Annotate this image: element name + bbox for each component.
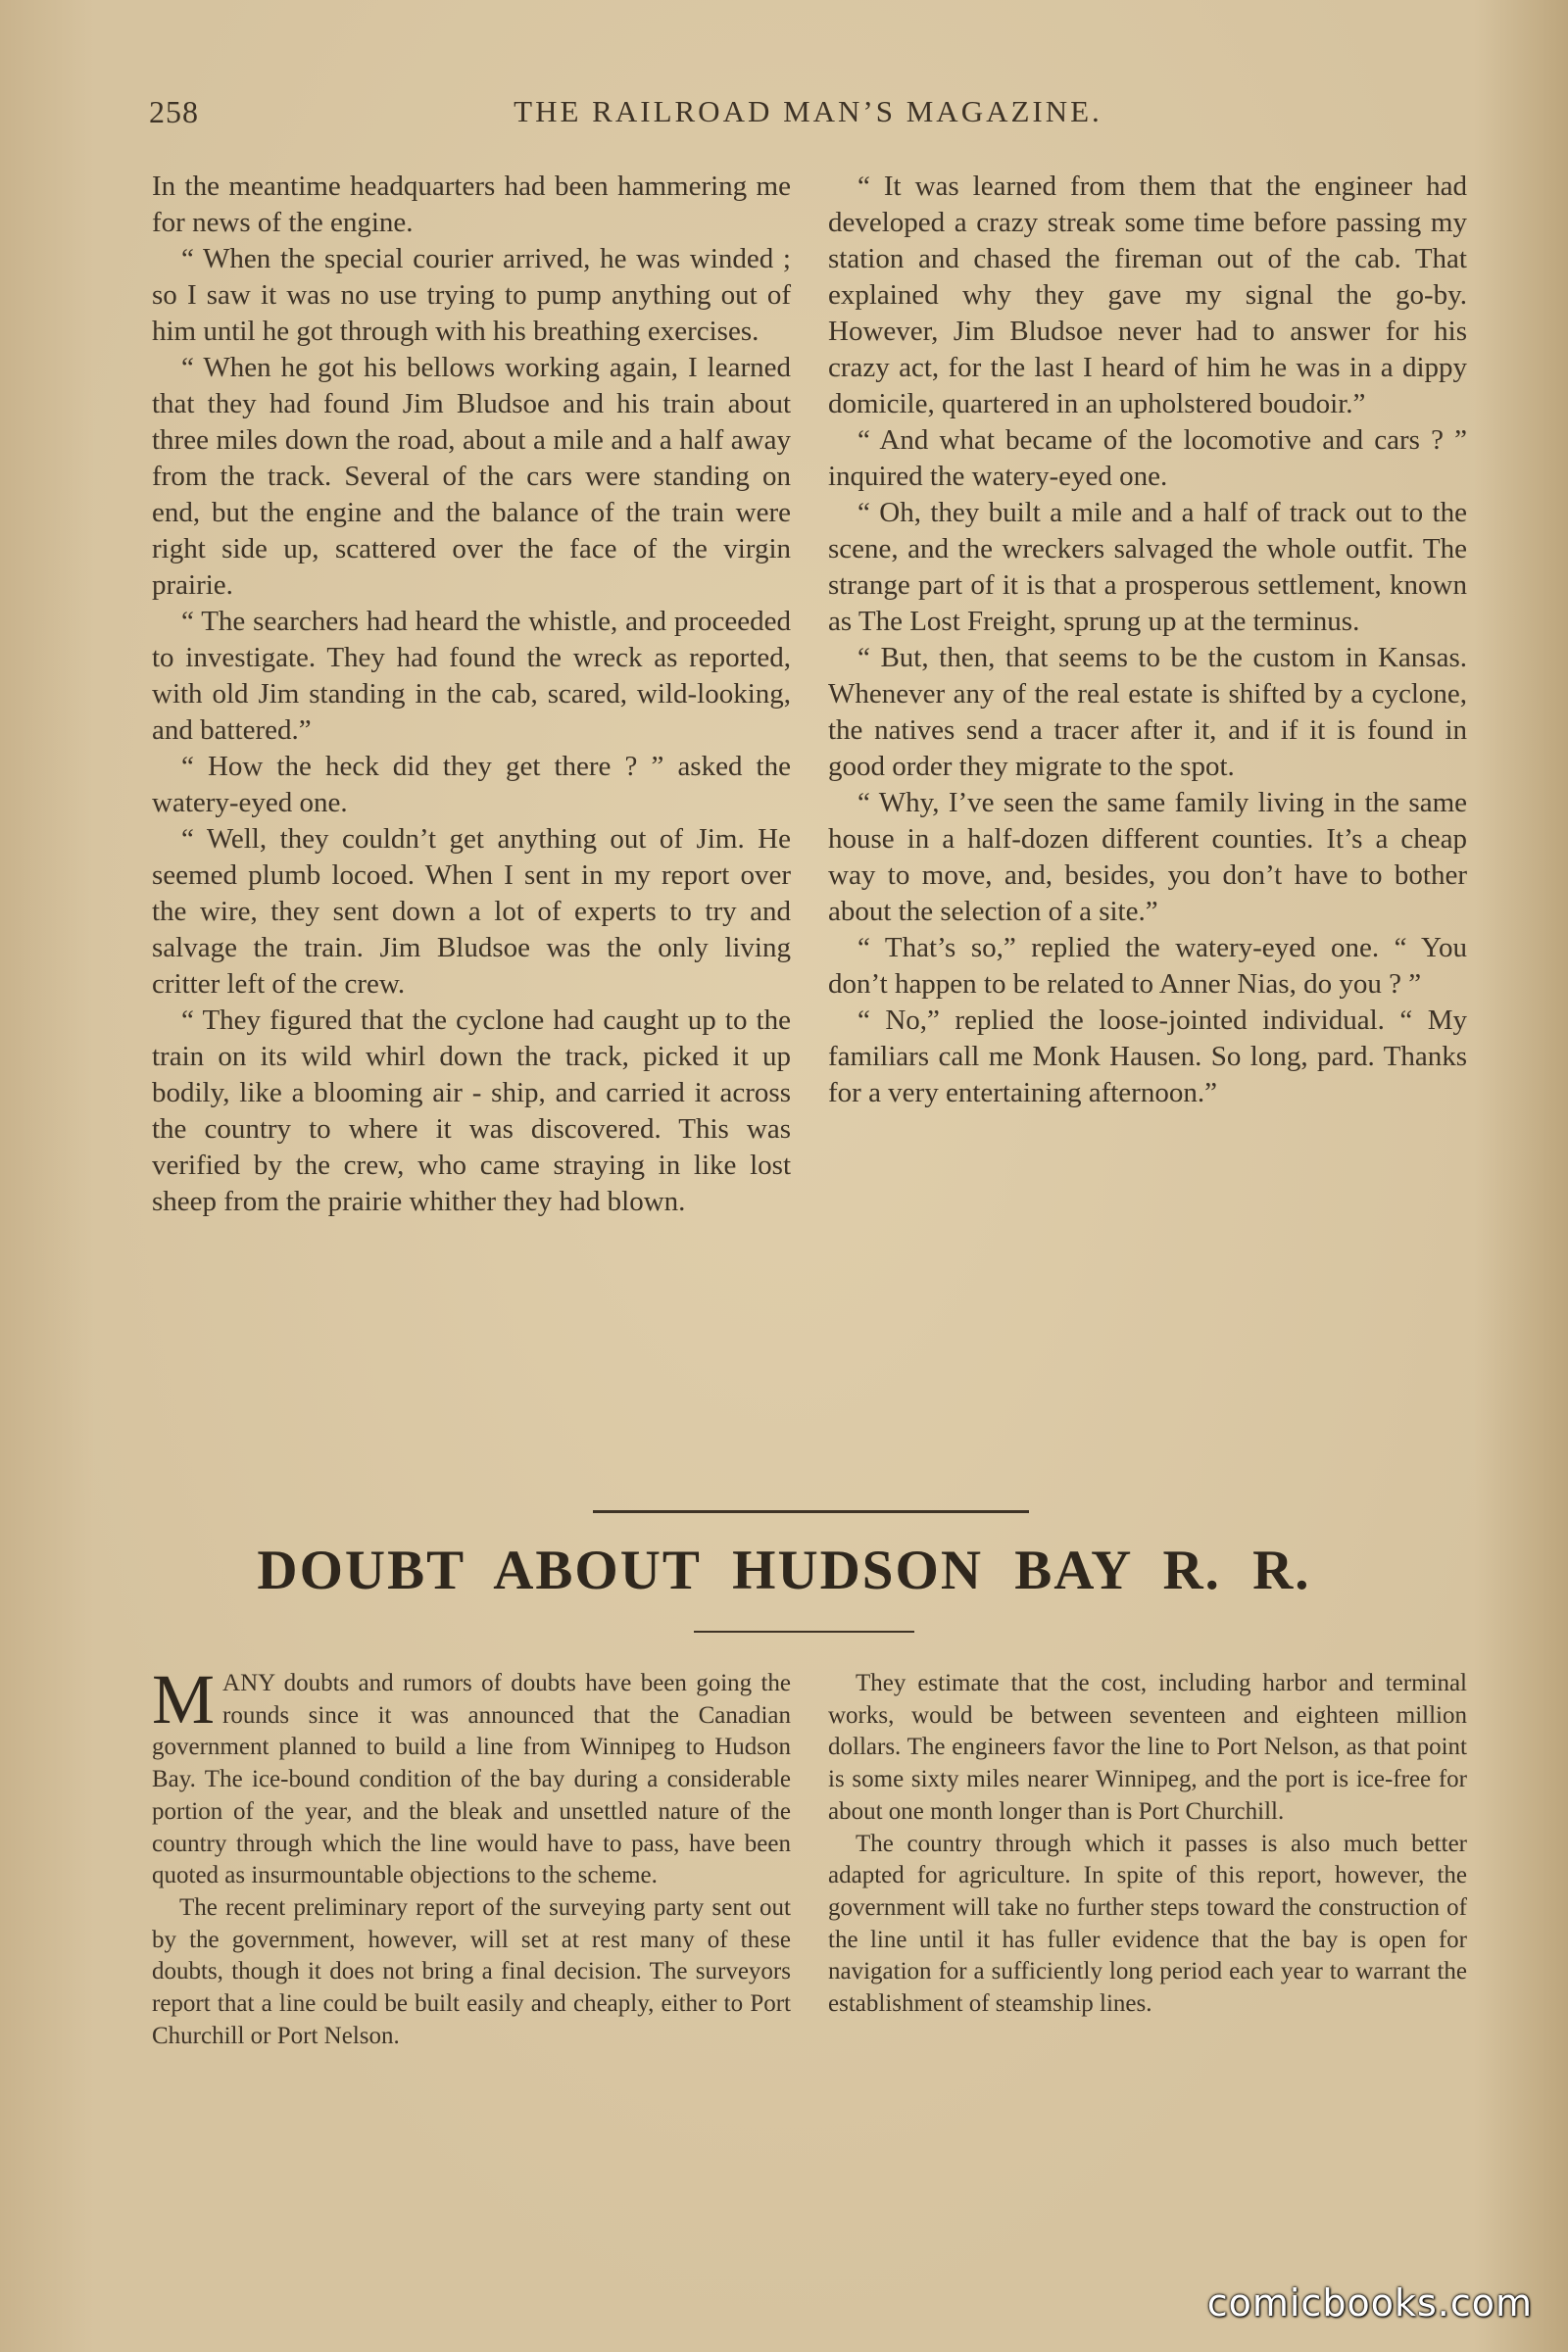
article-paragraph: The recent preliminary report of the surveying party sent out by the government, however, will set at rest many of these doubts, though it does not bring a final decision. The surveyors report that a line could be built easily and cheaply, either to Port Churchill or Port Nelson. xyxy=(152,1893,791,2049)
story-paragraph: “ When the special courier arrived, he was winded ; so I saw it was no use trying to pump anything out of him until he got through with his breathing exercises. xyxy=(152,243,791,347)
watermark: comicbooks.com xyxy=(1206,2281,1533,2325)
story-left-column xyxy=(152,169,791,1220)
article-paragraph xyxy=(152,1660,791,1892)
article-first-paragraph-text: ANY doubts and rumors of doubts have been going the rounds since it was announced that the Canadian government planned to build a line from Winnipeg to Hudson Bay. The ice-bound condition of the bay during a considerable portion of the year, and the bleak and unsettled nature of the country through which the line would have to pass, have been quoted as insurmountable objections to the scheme. xyxy=(152,1670,791,1889)
divider-rule xyxy=(593,1510,1029,1513)
running-title: THE RAILROAD MAN’S MAGAZINE. xyxy=(514,94,1102,128)
story-paragraph: “ The searchers had heard the whistle, and proceeded to investigate. They had found the wreck as reported, with old Jim standing in the cab, scared, wild-looking, and battered.” xyxy=(152,606,791,746)
article-title: DOUBT ABOUT HUDSON BAY R. R. xyxy=(257,1540,1311,1601)
page-number: 258 xyxy=(149,94,199,129)
article-paragraph: They estimate that the cost, including harbor and terminal works, would be between seventeen and eighteen million dollars. The engineers favor the line to Port Nelson, as that point is some sixty miles nearer Winnipeg, and the port is ice-free for about one month longer than is Port Churchill. xyxy=(828,1670,1467,1825)
story-right-column xyxy=(828,169,1467,1111)
article-paragraph: The country through which it passes is also much better adapted for agriculture. In spite of this report, however, the government will take no further steps toward the construction of the line until it has fuller evidence that the bay is open for navigation for a sufficiently long period each year to warrant the establishment of steamship lines. xyxy=(828,1830,1467,2018)
title-underline xyxy=(694,1631,914,1633)
story-paragraph: “ But, then, that seems to be the custom in Kansas. Whenever any of the real estate is shifted by a cyclone, the natives send a tracer after it, and if it is found in good order they migrate to the spot. xyxy=(828,642,1467,782)
article-left-column xyxy=(152,1660,791,2052)
story-paragraph: “ When he got his bellows working again, I learned that they had found Jim Bludsoe and his train about three miles down the road, about a mile and a half away from the track. Several of the cars were standing on end, but the engine and the balance of the train were right side up, scattered over the face of the virgin prairie. xyxy=(152,352,791,601)
story-paragraph: “ That’s so,” replied the watery-eyed one. “ You don’t happen to be related to Anner Nias, do you ? ” xyxy=(828,932,1467,1000)
story-paragraph: “ No,” replied the loose-jointed individual. “ My familiars call me Monk Hausen. So long, pard. Thanks for a very entertaining afternoon.” xyxy=(828,1004,1467,1108)
drop-cap: M xyxy=(152,1660,216,1739)
story-paragraph: “ They figured that the cyclone had caught up to the train on its wild whirl down the track, picked it up bodily, like a blooming air - ship, and carried it across the country to where it was discovered. This was verified by the crew, who came straying in like lost sheep from the prairie whither they had blown. xyxy=(152,1004,791,1217)
page-header xyxy=(149,94,1467,137)
article-right-column xyxy=(828,1668,1467,2021)
story-paragraph: “ Oh, they built a mile and a half of track out to the scene, and the wreckers salvaged the whole outfit. The strange part of it is that a prosperous settlement, known as The Lost Freight, sprung up at the terminus. xyxy=(828,497,1467,637)
story-paragraph: In the meantime headquarters had been hammering me for news of the engine. xyxy=(152,171,791,238)
story-paragraph: “ It was learned from them that the engineer had developed a crazy streak some time before passing my station and chased the fireman out of the cab. That explained why they gave my signal the go-by. However, Jim Bludsoe never had to answer for his crazy act, for the last I heard of him he was in a dippy domicile, quartered in an upholstered boudoir.” xyxy=(828,171,1467,419)
story-paragraph: “ And what became of the locomotive and cars ? ” inquired the watery-eyed one. xyxy=(828,424,1467,492)
story-paragraph: “ How the heck did they get there ? ” asked the watery-eyed one. xyxy=(152,751,791,818)
story-paragraph: “ Well, they couldn’t get anything out of Jim. He seemed plumb locoed. When I sent in my report over the wire, they sent down a lot of experts to try and salvage the train. Jim Bludsoe was the only living critter left of the crew. xyxy=(152,823,791,1000)
story-paragraph: “ Why, I’ve seen the same family living in the same house in a half-dozen different counties. It’s a cheap way to move, and, besides, you don’t have to bother about the selection of a site.” xyxy=(828,787,1467,927)
